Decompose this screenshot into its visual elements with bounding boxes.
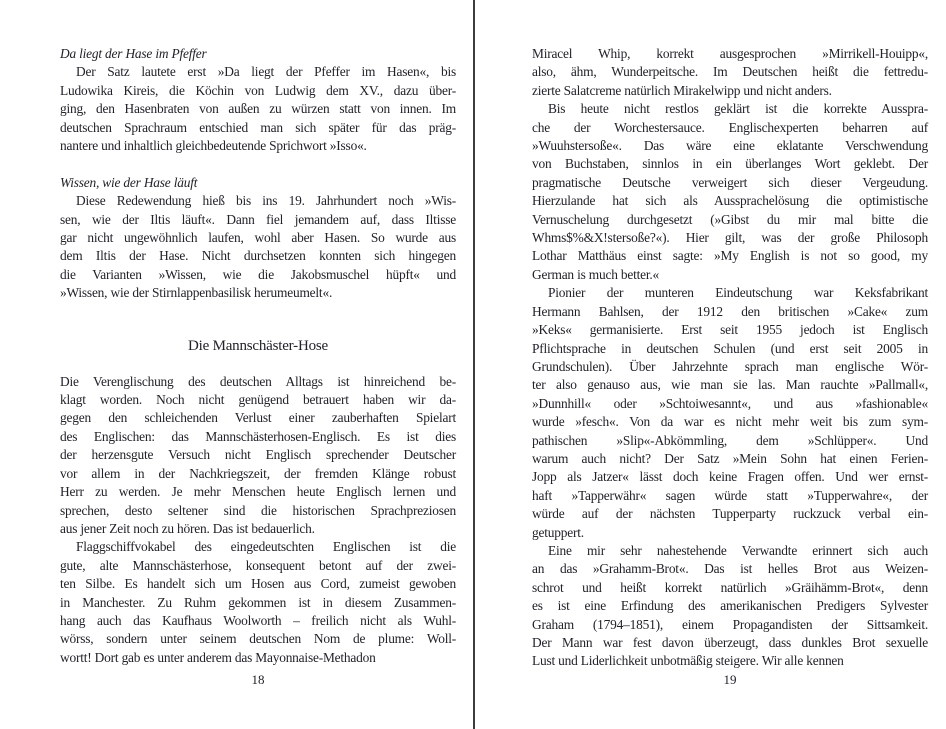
text-line: sen, wie der Iltis läuft«. Dann fiel jemandem auf, dass Iltisse bbox=[60, 211, 456, 227]
text-line: che der Worchestersauce. Englischexperten beharren auf bbox=[532, 119, 928, 135]
text-line: die Varianten »Wissen, wie die Jakobsmuschel hüpft« und bbox=[60, 266, 456, 282]
page-number-right: 19 bbox=[723, 672, 737, 687]
text-line: Der Mann war fest davon überzeugt, dass dunkles Brot sexuelle bbox=[532, 635, 928, 650]
text-line: Miracel Whip, korrekt ausgesprochen »Mirrikell-Houipp«, bbox=[532, 46, 928, 61]
text-line: an das »Grahamm-Brot«. Das ist helles Brot aus Weizen- bbox=[532, 561, 928, 577]
text-line: Pflichtsprache in deutschen Schulen (und erst seit 2005 in bbox=[532, 340, 928, 356]
text-line: deutschen Sprachraum entschied man sich später für das präg- bbox=[60, 119, 456, 135]
text-line: pathischen »Slip«-Abkömmling, dem »Schlüpper«. Und bbox=[532, 432, 928, 448]
text-line: von Buchstaben, sinnlos in ein überlanges Wort geklebt. Der bbox=[532, 156, 928, 172]
paragraph bbox=[60, 538, 456, 667]
chapter-heading: Die Mannschäster-Hose bbox=[187, 337, 329, 354]
text-line: Lust und Liderlichkeit unbotmäßig steigere. Wir alle kennen bbox=[532, 653, 844, 669]
text-line: Grundschulen). Über Jahrzehnte sprach man englische Wör- bbox=[532, 358, 928, 374]
text-line: es ist eine Erfindung des amerikanischen Predigers Sylvester bbox=[532, 598, 928, 614]
text-line: Graham (1794–1851), einem Propagandisten der Sittsamkeit. bbox=[532, 616, 928, 632]
text-line: haft »Tapperwähr« sagen würde statt »Tupperwahre«, der bbox=[532, 487, 928, 503]
text-line: ging, den Hasenbraten von außen zu würzen statt von innen. Im bbox=[60, 101, 456, 117]
text-line: Bis heute nicht restlos geklärt ist die korrekte Ausspra- bbox=[548, 101, 928, 117]
text-line: warum auch nicht? Der Satz »Mein Sohn hat einen Ferien- bbox=[532, 450, 928, 466]
text-line: zierte Salatcreme natürlich Mirakelwipp und nicht anders. bbox=[532, 82, 832, 98]
blank-line bbox=[60, 155, 456, 173]
page-divider bbox=[473, 0, 475, 729]
text-line: ter also genauso aus, wie man sie las. Man rauchte »Pallmall«, bbox=[532, 377, 928, 393]
page-body-left bbox=[60, 0, 456, 667]
text-line: Vernuschelung durchgesetzt (»Gibst du mir mal bitte die bbox=[532, 211, 928, 227]
text-line: Jopp als Jatzer« lässt doch keine Fragen offen. Und wer ernst- bbox=[532, 469, 928, 485]
text-line: Hermann Bahlsen, der 1912 den britischen »Cake« zum bbox=[532, 303, 928, 319]
page-body-right bbox=[532, 0, 928, 671]
text-line: klagt worden. Noch nicht genügend betrauert haben wir da- bbox=[60, 392, 456, 408]
page-right bbox=[532, 0, 928, 729]
text-line: »Wissen, wie der Stirnlappenbasilisk herumeumelt«. bbox=[60, 285, 333, 301]
text-line: Der Satz lautete erst »Da liegt der Pfeffer im Hasen«, bis bbox=[76, 64, 456, 80]
text-line: Ludowika Kireis, die Köchin von Ludwig dem XV., dazu über- bbox=[60, 82, 456, 98]
text-line: Hierzulande hat sich als Aussprachelösung die optimistische bbox=[532, 193, 928, 209]
paragraph bbox=[532, 45, 928, 100]
text-line: wörss, sondern unter seinem deutschen Nom de plume: Woll- bbox=[60, 631, 456, 647]
text-line: German is much better.« bbox=[532, 266, 660, 282]
text-line: hang auch das Kaufhaus Woolworth – freilich nicht als Wuhl- bbox=[60, 612, 456, 628]
text-line: »Dunnhill« oder »Schtoiwesannt«, und aus »fashionable« bbox=[532, 395, 928, 411]
text-line: ten Silbe. Es handelt sich um Hosen aus Cord, zumeist gewoben bbox=[60, 576, 456, 592]
text-line: Herr zu werden. Je mehr Menschen heute Englisch lernen und bbox=[60, 484, 456, 500]
paragraph bbox=[532, 100, 928, 284]
text-line: wurde »fesch«. Von da war es nicht mehr weit bis zum sym- bbox=[532, 414, 928, 430]
text-line: Pionier der munteren Eindeutschung war Keksfabrikant bbox=[548, 285, 928, 301]
text-line: in Manchester. Zu Ruhm gekommen ist in diesem Zusammen- bbox=[60, 594, 456, 610]
page-left bbox=[60, 0, 456, 729]
section-heading: Wissen, wie der Hase läuft bbox=[60, 174, 198, 190]
text-line: Diese Redewendung hieß bis ins 19. Jahrhundert noch »Wis- bbox=[76, 193, 456, 209]
text-line: des Englischen: das Mannschästerhosen-Englisch. Es ist dies bbox=[60, 428, 456, 444]
text-line: gegen den schleichenden Verlust einer zauberhaften Spielart bbox=[60, 410, 456, 426]
text-line: wortt! Dort gab es unter anderem das Mayonnaise-Methadon bbox=[60, 649, 376, 665]
text-line: Eine mir sehr nahestehende Verwandte erinnert sich auch bbox=[548, 542, 928, 558]
text-line: dem Iltis der Hase. Nicht durchsetzen konnten sich hingegen bbox=[60, 248, 456, 264]
paragraph bbox=[532, 284, 928, 542]
paragraph bbox=[60, 63, 456, 155]
text-line: Whms$%&X!stersoße?«). Hier gilt, was der große Philosoph bbox=[532, 230, 928, 246]
text-line: der herzensgute Versuch nicht Englisch sprechender Deutscher bbox=[60, 447, 456, 463]
text-line: schrot und heißt korrekt natürlich »Gräihämm-Brot«, denn bbox=[532, 579, 928, 595]
text-line: getuppert. bbox=[532, 524, 584, 540]
paragraph bbox=[60, 373, 456, 539]
section-heading: Da liegt der Hase im Pfeffer bbox=[60, 46, 207, 61]
text-line: sprechen, desto seltener sind die historischen Sprachpreziosen bbox=[60, 502, 456, 518]
text-line: vor allem in der Nachkriegszeit, der fremden Klänge robust bbox=[60, 465, 456, 481]
text-line: Die Verenglischung des deutschen Alltags ist hinreichend be- bbox=[60, 373, 456, 389]
text-line: würde auf der nächsten Tupperparty ruckzuck verbal ein- bbox=[532, 506, 928, 522]
text-line: also, ähm, Wunderpeitsche. Im Deutschen heißt die fettredu- bbox=[532, 64, 928, 80]
text-line: Flaggschiffvokabel des eingedeutschten Englischen ist die bbox=[76, 539, 456, 555]
text-line: gute, alte Mannschästerhose, konsequent betont auf der zwei- bbox=[60, 557, 456, 573]
paragraph bbox=[60, 192, 456, 302]
text-line: gar nicht ungewöhnlich laufen, wohl aber Hasen. So wurde aus bbox=[60, 230, 456, 246]
text-line: »Wuuhstersoße«. Das wäre eine eklatante Verschwendung bbox=[532, 138, 928, 154]
paragraph bbox=[532, 542, 928, 671]
text-line: »Keks« germanisierte. Erst seit 1955 jedoch ist Englisch bbox=[532, 322, 928, 338]
text-line: aus jener Zeit noch zu hören. Das ist bedauerlich. bbox=[60, 520, 315, 536]
text-line: pragmatische Deutsche verweigert sich dieser Vergeudung. bbox=[532, 174, 928, 190]
text-line: nantere und inhaltlich gleichbedeutende Sprichwort »Isso«. bbox=[60, 138, 367, 154]
page-number-left: 18 bbox=[251, 672, 265, 687]
text-line: Lothar Matthäus einst sagte: »My English is not so good, my bbox=[532, 248, 928, 264]
